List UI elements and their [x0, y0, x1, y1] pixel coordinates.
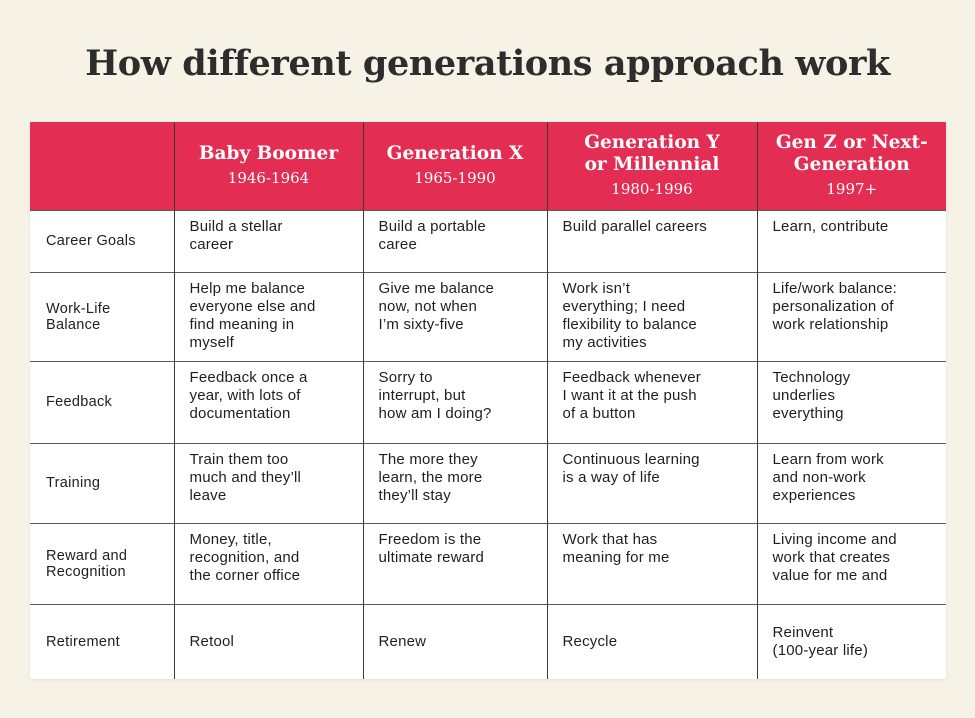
- row-label: Reward and Recognition: [30, 523, 174, 604]
- row-label: Career Goals: [30, 210, 174, 272]
- table-cell: Help me balance everyone else and find meaning in myself: [174, 272, 363, 361]
- table-cell: Feedback whenever I want it at the push of a button: [547, 361, 757, 443]
- generation-name: Gen Z or Next- Generation: [775, 132, 928, 176]
- table-cell: Continuous learning is a way of life: [547, 443, 757, 523]
- table-cell: Sorry to interrupt, but how am I doing?: [363, 361, 547, 443]
- table-cell: Money, title, recognition, and the corner office: [174, 523, 363, 604]
- row-retirement: [30, 604, 946, 679]
- table-cell: Work isn’t everything; I need flexibility to balance my activities: [547, 272, 757, 361]
- generation-years: 1965-1990: [414, 169, 496, 188]
- table-cell: Learn, contribute: [757, 210, 946, 272]
- generation-name: Generation Y or Millennial: [584, 132, 720, 176]
- table-cell: Recycle: [547, 604, 757, 679]
- generation-years: 1946-1964: [227, 169, 310, 188]
- table-cell: Build a stellar career: [174, 210, 363, 272]
- header-generation-x: [363, 122, 547, 210]
- generation-years: 1980-1996: [611, 180, 693, 199]
- page-title: How different generations approach work: [85, 43, 890, 84]
- table-cell: Reinvent (100-year life): [757, 604, 946, 679]
- generations-table: [30, 122, 946, 679]
- table-cell: Feedback once a year, with lots of documentation: [174, 361, 363, 443]
- row-reward-and-recognition: [30, 523, 946, 604]
- header-corner-cell: [30, 122, 174, 210]
- row-label: Training: [30, 443, 174, 523]
- header-generation-y: [547, 122, 757, 210]
- header-baby-boomer: [174, 122, 363, 210]
- generation-name: Generation X: [386, 143, 524, 165]
- header-row: [30, 122, 946, 210]
- table-cell: Learn from work and non-work experiences: [757, 443, 946, 523]
- table-cell: Life/work balance: personalization of work relationship: [757, 272, 946, 361]
- table-cell: Give me balance now, not when I’m sixty-five: [363, 272, 547, 361]
- table-cell: Retool: [174, 604, 363, 679]
- table-cell: Renew: [363, 604, 547, 679]
- header-gen-z: [757, 122, 946, 210]
- row-label: Retirement: [30, 604, 174, 679]
- row-label: Work-Life Balance: [30, 272, 174, 361]
- table-cell: Train them too much and they’ll leave: [174, 443, 363, 523]
- generation-name: Baby Boomer: [198, 143, 339, 165]
- row-feedback: [30, 361, 946, 443]
- table-cell: Work that has meaning for me: [547, 523, 757, 604]
- table-cell: Build a portable caree: [363, 210, 547, 272]
- table-cell: Build parallel careers: [547, 210, 757, 272]
- row-career-goals: [30, 210, 946, 272]
- row-label: Feedback: [30, 361, 174, 443]
- row-work-life-balance: [30, 272, 946, 361]
- generation-years: 1997+: [826, 180, 878, 199]
- table-cell: Freedom is the ultimate reward: [363, 523, 547, 604]
- table-cell: The more they learn, the more they’ll stay: [363, 443, 547, 523]
- table-cell: Living income and work that creates value for me and: [757, 523, 946, 604]
- row-training: [30, 443, 946, 523]
- table-cell: Technology underlies everything: [757, 361, 946, 443]
